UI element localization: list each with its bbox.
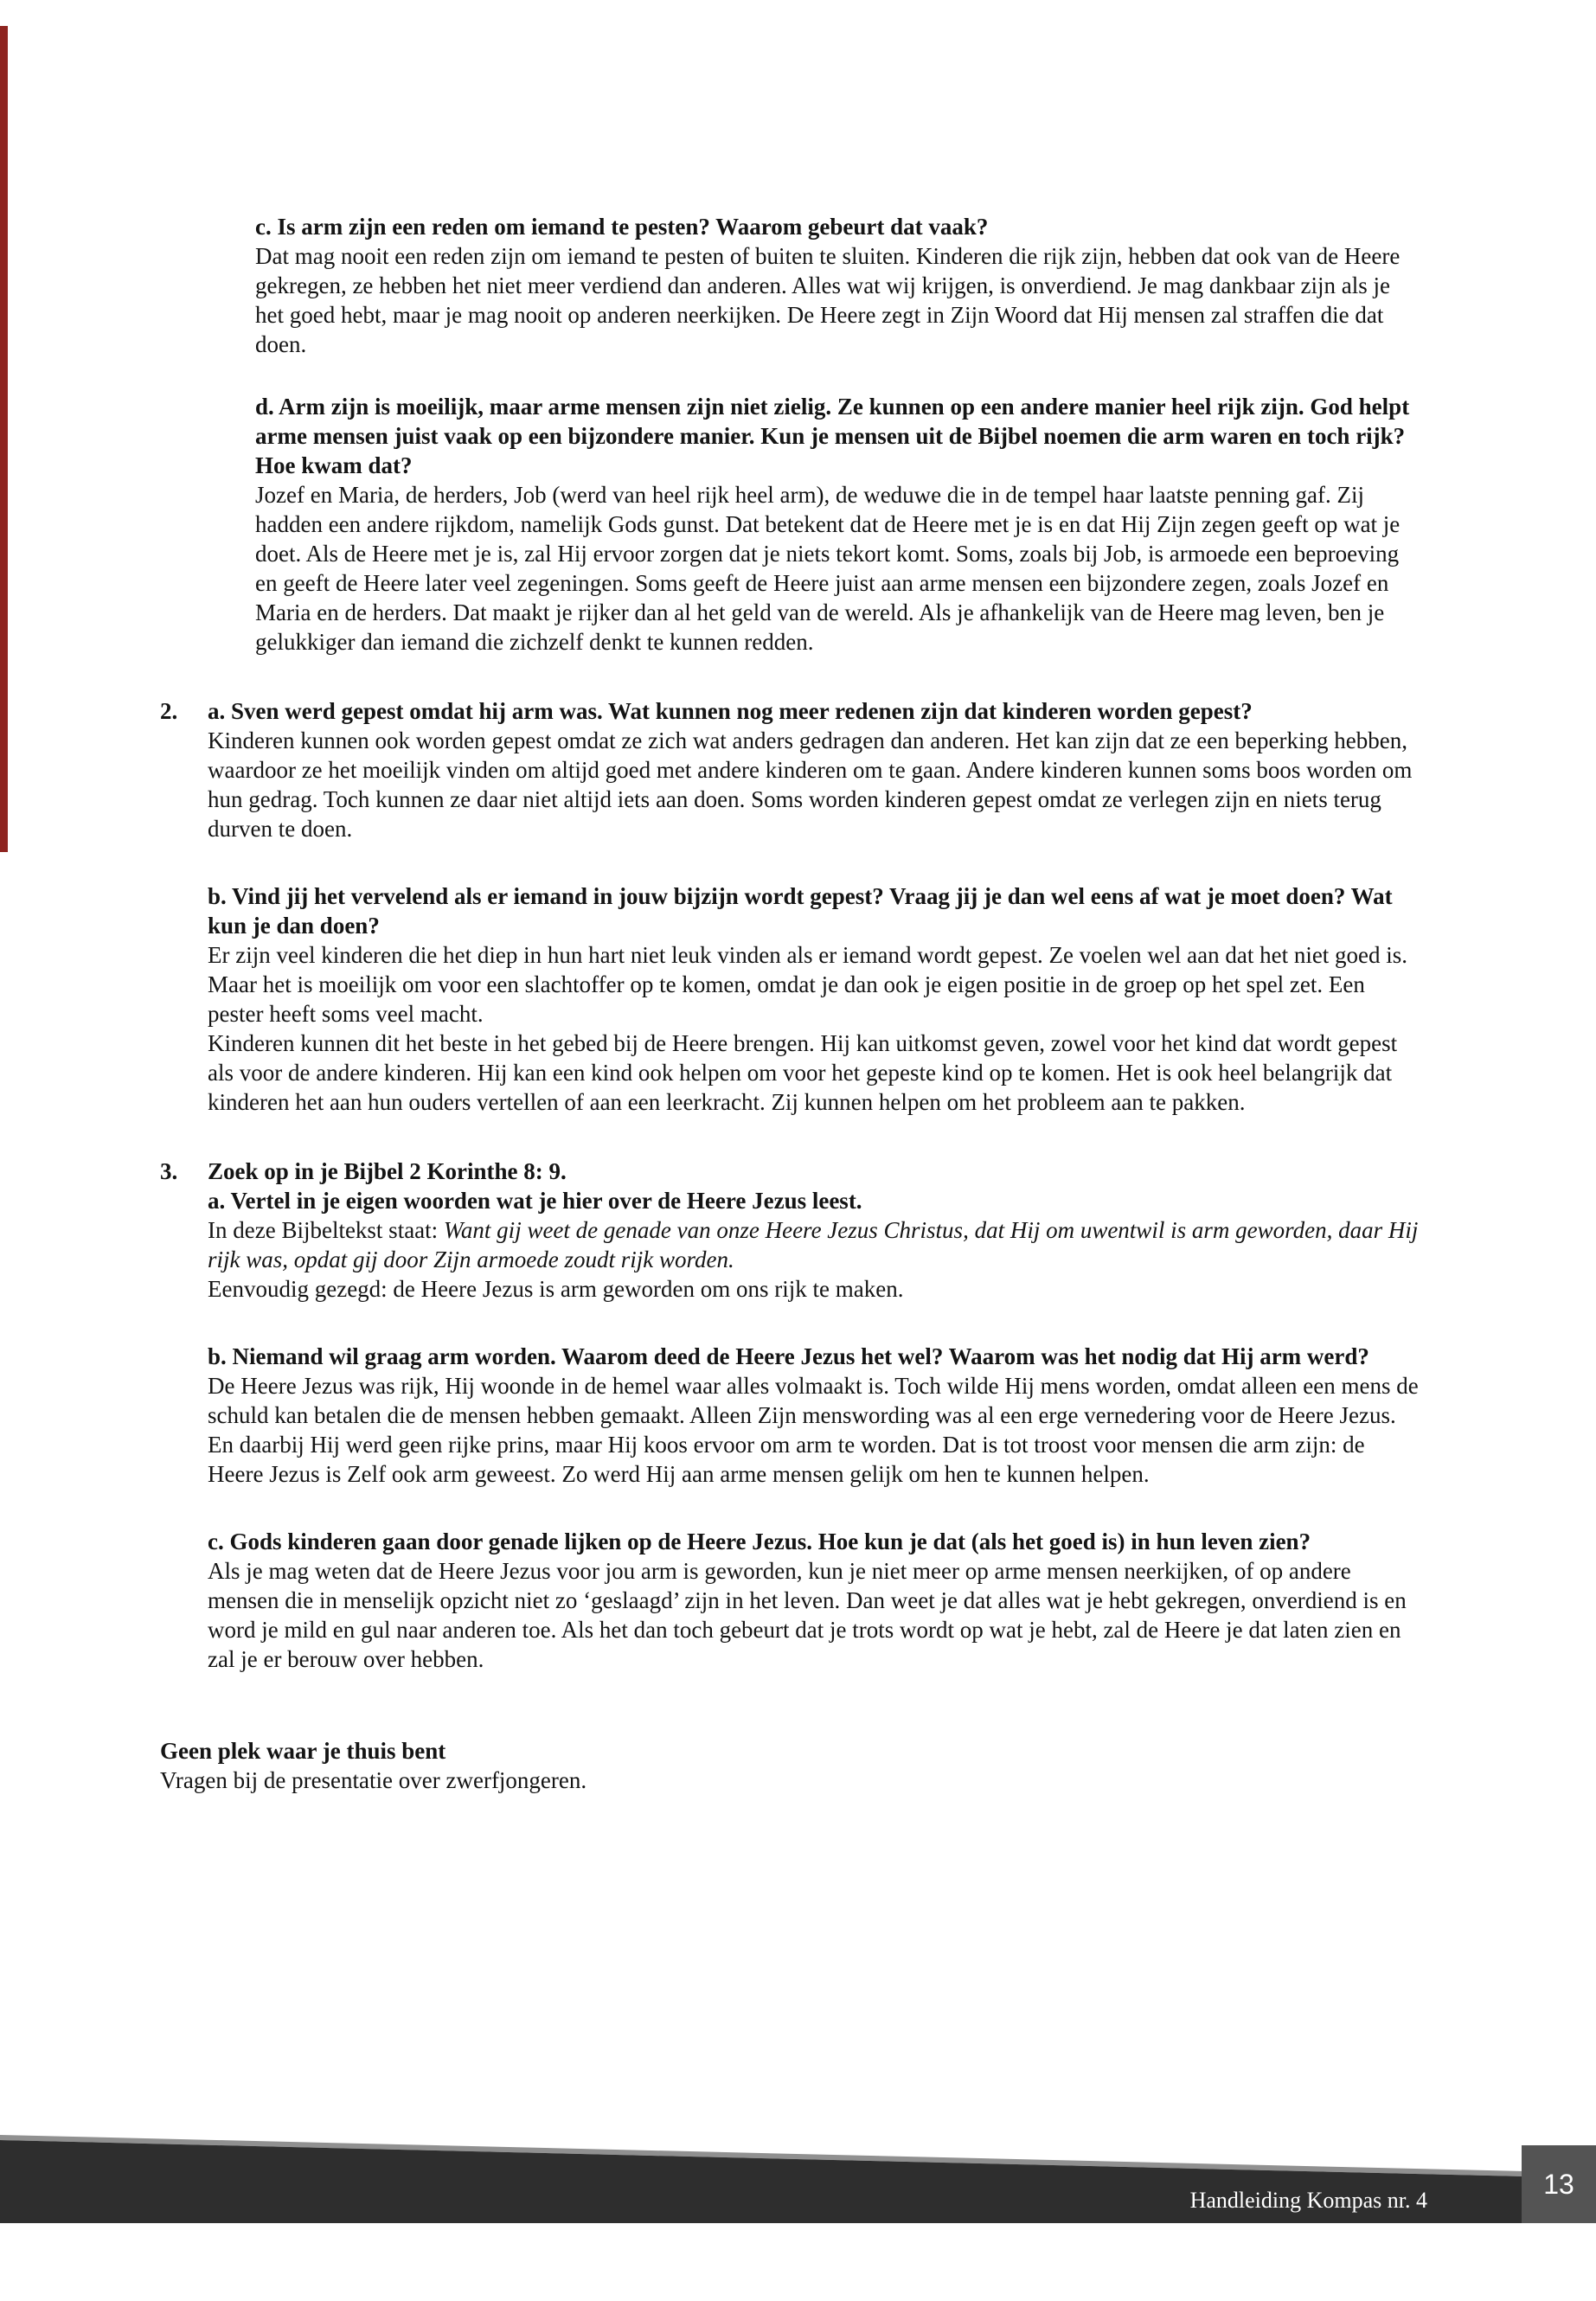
question-2b-answer-1: Er zijn veel kinderen die het diep in hun hart niet leuk vinden als er iemand wordt gepest. Ze voelen wel aan dat het niet goed is. Maar het is moeilijk om voor een slachtoffer op te komen, omdat je dan ook je eigen positie in de groep op het spel zet. Een pester heeft soms veel macht. — [208, 942, 1408, 1027]
page-number: 13 — [1543, 2168, 1574, 2200]
next-section-subtitle: Vragen bij de presentatie over zwerfjongeren. — [160, 1767, 587, 1793]
question-2-content — [208, 696, 1419, 1117]
question-2b-answer-2: Kinderen kunnen dit het beste in het gebed bij de Heere brengen. Hij kan uitkomst geven, zowel voor het kind dat wordt gepest als voor de andere kinderen. Hij kan een kind ook helpen om voor het gepeste kind op te komen. Het is ook heel belangrijk dat kinderen het aan hun ouders vertellen of aan een leerkracht. Zij kunnen helpen om het probleem aan te pakken. — [208, 1030, 1398, 1115]
question-1c-heading: c. Is arm zijn een reden om iemand te pesten? Waarom gebeurt dat vaak? — [255, 214, 989, 240]
question-3a-heading: a. Vertel in je eigen woorden wat je hier over de Heere Jezus leest. — [208, 1188, 862, 1214]
question-1c-answer: Dat mag nooit een reden zijn om iemand te pesten of buiten te sluiten. Kinderen die rijk zijn, hebben dat ook van de Heere gekregen, ze hebben het niet meer verdiend dan anderen. Alles wat wij krijgen, is onverdiend. Je mag dankbaar zijn als je het goed hebt, maar je mag nooit op anderen neerkijken. De Heere zegt in Zijn Woord dat Hij mensen zal straffen die dat doen. — [255, 243, 1401, 357]
question-3-content — [208, 1157, 1419, 1674]
question-1d-answer: Jozef en Maria, de herders, Job (werd van heel rijk heel arm), de weduwe die in de tempel haar laatste penning gaf. Zij hadden een andere rijkdom, namelijk Gods gunst. Dat betekent dat de Heere met je is en dat Hij Zijn zegen geeft op wat je doet. Als de Heere met je is, zal Hij ervoor zorgen dat je niets tekort komt. Soms, zoals bij Job, is armoede een beproeving en geeft de Heere later veel zegeningen. Soms geeft de Heere juist aan arme mensen een bijzondere zegen, zoals Jozef en Maria en de herders. Dat maakt je rijker dan al het geld van de wereld. Als je afhankelijk van de Heere mag leven, ben je gelukkiger dan iemand die zichzelf denkt te kunnen redden. — [255, 482, 1401, 655]
bible-text-lead: In deze Bijbeltekst staat: — [208, 1217, 439, 1243]
question-3b-answer: De Heere Jezus was rijk, Hij woonde in de hemel waar alles volmaakt is. Toch wilde Hij mens worden, omdat alleen een mens de schuld kan betalen die de mensen hebben gemaakt. Alleen Zijn menswording was al een erge vernedering voor de Heere Jezus. En daarbij Hij werd geen rijke prins, maar Hij koos ervoor om arm te worden. Dat is tot troost voor mensen die arm zijn: de Heere Jezus is Zelf ook arm geweest. Zo werd Hij aan arme mensen gelijk om hen te kunnen helpen. — [208, 1373, 1419, 1487]
question-1d — [255, 392, 1419, 657]
question-2a-answer: Kinderen kunnen ook worden gepest omdat ze zich wat anders gedragen dan anderen. Het kan zijn dat ze een beperking hebben, waardoor ze het moeilijk vinden om altijd goed met andere kinderen om te gaan. Andere kinderen kunnen soms boos worden om hun gedrag. Toch kunnen ze daar niet altijd iets aan doen. Soms worden kinderen gepest omdat ze verlegen zijn en niets terug durven te doen. — [208, 727, 1413, 842]
question-1d-heading: d. Arm zijn is moeilijk, maar arme mensen zijn niet zielig. Ze kunnen op een andere manier heel rijk zijn. God helpt arme mensen juist vaak op een bijzondere manier. Kun je mensen uit de Bijbel noemen die arm waren en toch rijk? Hoe kwam dat? — [255, 394, 1410, 478]
left-accent-bar — [0, 26, 8, 852]
question-1c — [255, 212, 1419, 359]
question-2a — [208, 696, 1419, 843]
question-3a — [208, 1157, 1419, 1304]
page-number-box — [1522, 2145, 1596, 2223]
bible-quote: Want gij weet de genade van onze Heere Jezus Christus, dat Hij om uwentwil is arm geworden, daar Hij rijk was, opdat gij door Zijn armoede zoudt rijk worden. — [208, 1217, 1419, 1272]
question-3b-heading: b. Niemand wil graag arm worden. Waarom deed de Heere Jezus het wel? Waarom was het nodig dat Hij arm werd? — [208, 1343, 1369, 1369]
document-body — [160, 212, 1419, 1795]
question-3c-answer: Als je mag weten dat de Heere Jezus voor jou arm is geworden, kun je niet meer op arme mensen neerkijken, of op andere mensen die in menselijk opzicht niet zo ‘geslaagd’ zijn in het leven. Dan weet je dat alles wat je hebt gekregen, onverdiend is en word je mild en gul naar anderen toe. Als het dan toch gebeurt dat je trots wordt op wat je hebt, zal de Heere je dat laten zien en zal je er berouw over hebben. — [208, 1558, 1407, 1672]
question-3-intro: Zoek op in je Bijbel 2 Korinthe 8: 9. — [208, 1158, 567, 1184]
question-3 — [160, 1157, 1419, 1674]
question-3b — [208, 1342, 1419, 1489]
question-3c — [208, 1527, 1419, 1674]
next-section-title: Geen plek waar je thuis bent — [160, 1738, 446, 1764]
question-2a-heading: a. Sven werd gepest omdat hij arm was. Wat kunnen nog meer redenen zijn dat kinderen worden gepest? — [208, 698, 1253, 724]
question-3-number: 3. — [160, 1158, 178, 1184]
footer-handbook-title: Handleiding Kompas nr. 4 — [1189, 2188, 1427, 2213]
question-3a-summary: Eenvoudig gezegd: de Heere Jezus is arm geworden om ons rijk te maken. — [208, 1276, 904, 1302]
next-section-intro — [160, 1736, 1419, 1795]
question-3c-heading: c. Gods kinderen gaan door genade lijken op de Heere Jezus. Hoe kun je dat (als het goed is) in hun leven zien? — [208, 1529, 1311, 1554]
question-2b-heading: b. Vind jij het vervelend als er iemand in jouw bijzijn wordt gepest? Vraag jij je dan wel eens af wat je moet doen? Wat kun je dan doen? — [208, 883, 1393, 939]
question-2-number: 2. — [160, 698, 178, 724]
question-2 — [160, 696, 1419, 1117]
question-2b — [208, 881, 1419, 1117]
question-3a-answer — [208, 1215, 1419, 1274]
